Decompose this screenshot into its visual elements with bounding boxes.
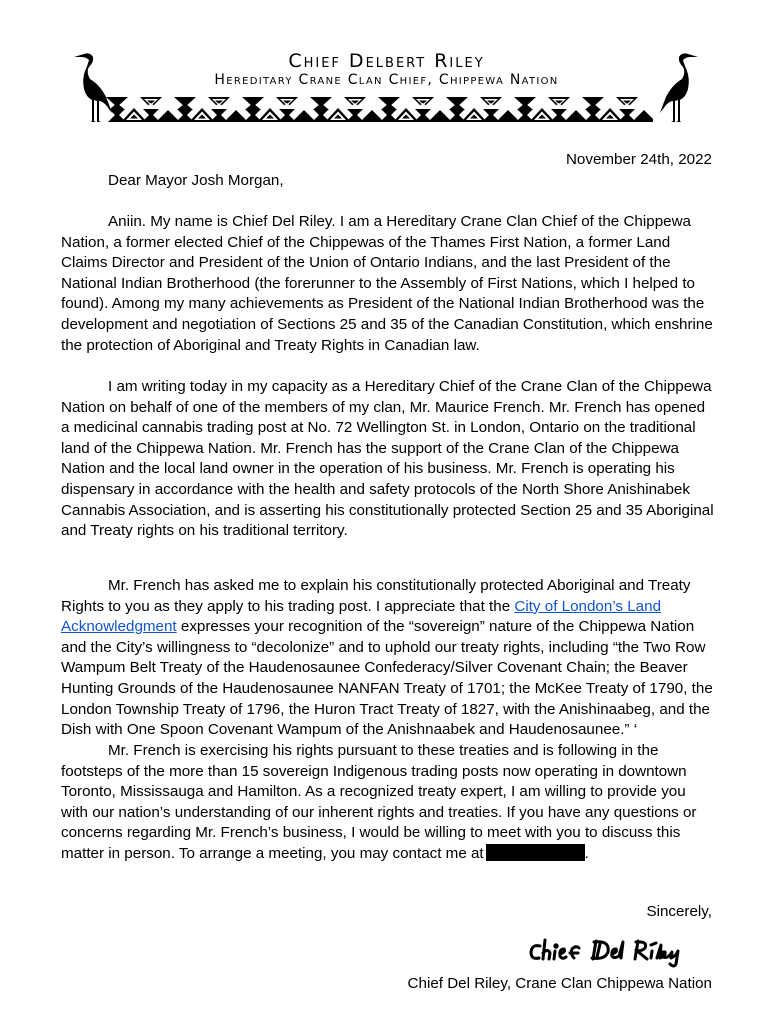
triangle-mark bbox=[245, 109, 261, 117]
triangle-mark bbox=[280, 103, 294, 109]
triangle-mark bbox=[551, 109, 567, 117]
triangle-mark bbox=[552, 103, 566, 109]
triangle-mark bbox=[416, 103, 430, 109]
triangle-mark bbox=[619, 109, 635, 117]
salutation: Dear Mayor Josh Morgan, bbox=[108, 172, 284, 189]
triangle-mark bbox=[156, 110, 180, 122]
paragraph-3-text-end: expresses your recognition of the “sovereign” nature of the Chippewa Nation and the City’s willingness to “decolonize” and to uphold our treaty rights, including “the Two Row Wampum Belt Treaty of the Haudenosaunee Confederacy/Silver Covenant Chain; the Beaver Hunting Grounds of the Haudenosaunee NANFAN Treaty of 1701; the McKee Treaty of 1790, the London Township Treaty of 1796, the Huron Tract Treaty of 1827, with the Anishinaabeg, and the Dish with One Spoon Covenant Wampum of the Anishnaabek and Haudenosaunee.” ‘ bbox=[61, 618, 713, 739]
triangle-mark bbox=[292, 110, 316, 122]
triangle-pattern-border bbox=[100, 95, 653, 123]
letterhead-name: Chief Delbert Riley bbox=[288, 50, 485, 72]
letterhead-subtitle: Hereditary Crane Clan Chief, Chippewa Nation bbox=[214, 72, 559, 88]
paragraph-2-text: I am writing today in my capacity as a Hereditary Chief of the Crane Clan of the Chippewa Nation on behalf of one of the members of my clan, Mr. Maurice French. Mr. French has opened a medicinal cannabis trading post at No. 72 Wellington St. in London, Ontario on the traditional land of the Chippewa Nation. Mr. French has the support of the Crane Clan of the Chippewa Nation and the local land owner in the operation of his business. Mr. French is operating his dispensary in accordance with the health and safety protocols of the North Shore Anishinabek Cannabis Association, and is asserting his constitutionally protected Section 25 and 35 Aboriginal and Treaty rights on his traditional territory. bbox=[61, 378, 714, 540]
paragraph-4 bbox=[61, 741, 716, 865]
triangle-mark bbox=[381, 109, 397, 117]
triangle-mark bbox=[564, 110, 588, 122]
crane-icon bbox=[656, 51, 700, 123]
letter-date: November 24th, 2022 bbox=[565, 151, 712, 168]
triangle-mark bbox=[110, 103, 124, 109]
triangle-mark bbox=[246, 103, 260, 109]
triangle-mark bbox=[415, 109, 431, 117]
paragraph-4-text: Mr. French is exercising his rights pursuant to these treaties and is following in the footsteps of the more than 15 sovereign Indigenous trading posts now operating in downtown Toronto, Mississauga and Hamilton. As a recognized treaty expert, I am willing to provide you with our nation’s understanding of our inherent rights and treaties. If you have any questions or concerns regarding Mr. French’s business, I would be willing to meet with you to discuss this matter in person. To arrange a meeting, you may contact me at bbox=[61, 742, 697, 862]
triangle-mark bbox=[517, 109, 533, 117]
triangle-mark bbox=[347, 109, 363, 117]
triangle-mark bbox=[496, 110, 520, 122]
triangle-mark bbox=[144, 103, 158, 109]
triangle-mark bbox=[449, 109, 465, 117]
paragraph-4-period: . bbox=[584, 844, 589, 862]
triangle-mark bbox=[348, 103, 362, 109]
land-acknowledgment-link[interactable]: City of London’s Land Acknowledgment bbox=[61, 597, 662, 636]
paragraph-3-text-start: Mr. French has asked me to explain his constitutionally protected Aboriginal and Treaty Rights to you as they apply to his trading post. I appreciate that the bbox=[61, 577, 691, 615]
triangle-mark bbox=[178, 103, 192, 109]
triangle-mark bbox=[109, 109, 125, 117]
triangle-mark bbox=[450, 103, 464, 109]
triangle-mark bbox=[314, 103, 328, 109]
triangle-mark bbox=[484, 103, 498, 109]
triangle-mark bbox=[428, 110, 452, 122]
letterhead bbox=[0, 0, 773, 130]
triangle-mark bbox=[212, 103, 226, 109]
triangle-mark bbox=[211, 109, 227, 117]
triangle-mark bbox=[143, 109, 159, 117]
paragraph-3 bbox=[61, 576, 716, 741]
triangle-mark bbox=[632, 110, 653, 122]
triangle-mark bbox=[382, 103, 396, 109]
redacted-contact bbox=[486, 844, 585, 861]
triangle-mark bbox=[224, 110, 248, 122]
closing: Sincerely, bbox=[646, 903, 712, 920]
triangle-mark bbox=[360, 110, 384, 122]
signature-image bbox=[526, 932, 711, 968]
triangle-mark bbox=[518, 103, 532, 109]
triangle-mark bbox=[313, 109, 329, 117]
triangle-mark bbox=[483, 109, 499, 117]
paragraph-1-text: Aniin. My name is Chief Del Riley. I am a Hereditary Crane Clan Chief of the Chippewa Nation, a former elected Chief of the Chippewas of the Thames First Nation, a former Land Claims Director and President of the Union of Ontario Indians, and the last President of the National Indian Brotherhood (the forerunner to the Assembly of First Nations, which I helped to found). Among my many achievements as President of the National Indian Brotherhood was the development and negotiation of Sections 25 and 35 of the Canadian Constitution, which enshrine the protection of Aboriginal and Treaty Rights in Canadian law. bbox=[61, 213, 713, 354]
triangle-mark bbox=[586, 103, 600, 109]
triangle-mark bbox=[620, 103, 634, 109]
triangle-mark bbox=[585, 109, 601, 117]
triangle-mark bbox=[177, 109, 193, 117]
paragraph-2 bbox=[61, 377, 716, 542]
paragraph-1 bbox=[61, 212, 716, 356]
triangle-mark bbox=[279, 109, 295, 117]
signature-name: Chief Del Riley, Crane Clan Chippewa Nation bbox=[407, 975, 712, 992]
